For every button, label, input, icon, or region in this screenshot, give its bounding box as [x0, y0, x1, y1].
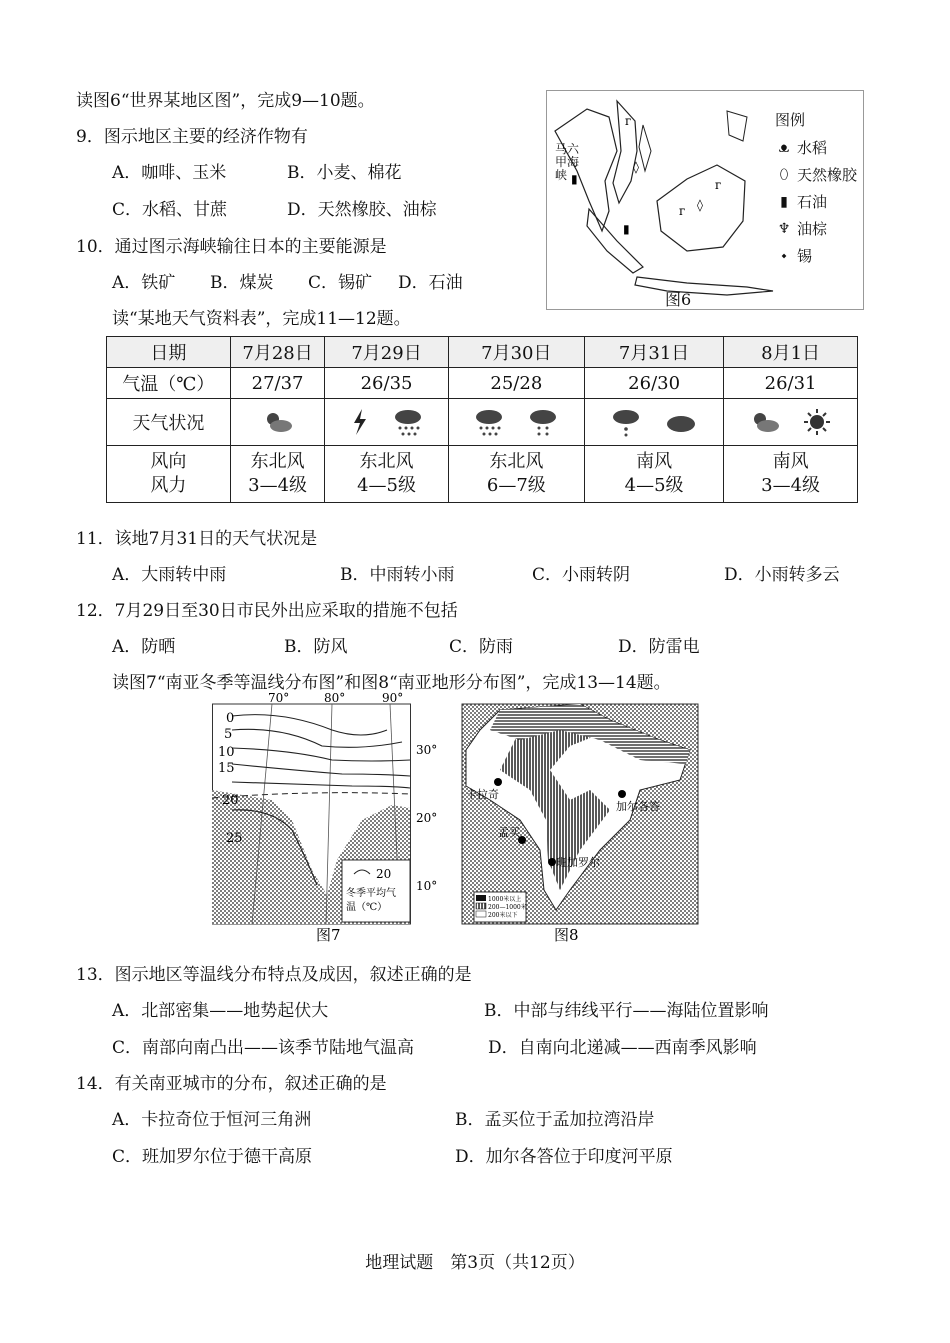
intro-weather: 读“某地天气资料表”，完成11—12题。	[112, 309, 411, 329]
figure-8-caption: 图8	[554, 926, 579, 944]
figure-8-terrain-map	[460, 690, 710, 944]
temp-cell: 27/37	[230, 368, 325, 399]
city-marker	[548, 858, 556, 866]
city-marker	[494, 778, 502, 786]
q9-option-b: B．小麦、棉花	[287, 163, 402, 183]
lon-label: 80°	[324, 691, 346, 705]
q14-option-d: D．加尔各答位于印度河平原	[455, 1147, 673, 1167]
iso-label: 10	[218, 745, 235, 760]
q14-option-a: A．卡拉奇位于恒河三角洲	[112, 1110, 312, 1130]
oil-icon: ▮	[780, 193, 788, 210]
iso-label: 20	[222, 793, 239, 808]
rice-icon: ᴥ	[778, 139, 790, 156]
row-header-temp: 气温（℃）	[107, 368, 231, 399]
iso-label: 25	[226, 831, 243, 846]
iso-label: 15	[218, 761, 235, 776]
q11-option-c: C．小雨转阴	[532, 565, 631, 585]
wind-cell: 东北风 4—5级	[325, 446, 448, 503]
weather-cell	[585, 399, 724, 446]
q9-option-c: C．水稻、甘蔗	[112, 200, 228, 220]
svg-text:◊: ◊	[633, 160, 639, 174]
q9-stem: 9．图示地区主要的经济作物有	[76, 127, 308, 147]
wind-cell: 南风 4—5级	[585, 446, 724, 503]
q13-option-c: C．南部向南凸出——该季节陆地气温高	[112, 1038, 415, 1058]
city-label: 卡拉奇	[466, 788, 499, 801]
temp-cell: 25/28	[448, 368, 584, 399]
svg-text:ᴦ: ᴦ	[715, 178, 722, 192]
iso-label: 0	[226, 711, 235, 726]
legend-line-1: 冬季平均气	[346, 888, 396, 899]
tin-icon: ⬩	[781, 247, 787, 264]
q10-option-b: B．煤炭	[210, 273, 274, 293]
svg-text:ᴦ: ᴦ	[679, 204, 686, 218]
q10-option-a: A．铁矿	[112, 273, 176, 293]
heavy-rain-icon	[393, 407, 423, 437]
light-rain-icon	[611, 407, 641, 437]
temp-cell: 26/30	[585, 368, 724, 399]
weather-cell	[724, 399, 858, 446]
date-cell: 7月29日	[325, 337, 448, 368]
date-cell: 7月28日	[230, 337, 325, 368]
moderate-rain-icon	[528, 407, 558, 437]
figure-6-caption: 图6	[665, 290, 692, 309]
legend-line-2: 温（℃）	[346, 902, 388, 913]
table-row-date	[107, 337, 858, 368]
thunder-icon	[350, 407, 370, 437]
q12-option-c: C．防雨	[449, 637, 514, 657]
svg-text:▮: ▮	[571, 172, 578, 186]
date-cell: 7月30日	[448, 337, 584, 368]
q11-stem: 11．该地7月31日的天气状况是	[76, 529, 318, 549]
palm-icon: ♆	[777, 220, 791, 237]
partly-cloudy-icon	[750, 410, 780, 434]
q11-option-b: B．中雨转小雨	[340, 565, 455, 585]
q10-stem: 10．通过图示海峡输往日本的主要能源是	[76, 237, 387, 257]
legend-item-rice: ᴥ 水稻	[775, 137, 827, 158]
rubber-icon: ⬯	[779, 166, 789, 183]
q13-option-a: A．北部密集——地势起伏大	[112, 1001, 329, 1021]
weather-cell	[325, 399, 448, 446]
strait-label: 马六甲海峡	[555, 142, 580, 182]
legend-label: 200米以下	[488, 912, 518, 919]
row-header-wind: 风向 风力	[107, 446, 231, 503]
legend-item-rubber: ⬯ 天然橡胶	[775, 164, 857, 185]
lon-label: 90°	[382, 691, 404, 705]
q10-option-d: D．石油	[398, 273, 463, 293]
svg-text:▮: ▮	[623, 222, 630, 236]
legend-label: 200—1000米	[488, 904, 527, 911]
q13-stem: 13．图示地区等温线分布特点及成因，叙述正确的是	[76, 965, 472, 985]
figure-7-isotherm-map	[212, 690, 442, 944]
sunny-icon	[803, 408, 831, 436]
wind-cell: 东北风 3—4级	[230, 446, 325, 503]
page-footer: 地理试题 第3页（共12页）	[365, 1253, 585, 1273]
q13-option-b: B．中部与纬线平行——海陆位置影响	[484, 1001, 769, 1021]
wind-cell: 东北风 6—7级	[448, 446, 584, 503]
q12-option-b: B．防风	[284, 637, 348, 657]
q14-option-b: B．孟买位于孟加拉湾沿岸	[455, 1110, 655, 1130]
legend-item-palm: ♆ 油棕	[775, 218, 827, 239]
row-header-weather: 天气状况	[107, 399, 231, 446]
q14-option-c: C．班加罗尔位于德干高原	[112, 1147, 313, 1167]
svg-text:ᴦ: ᴦ	[625, 114, 632, 128]
q9-option-a: A．咖啡、玉米	[112, 163, 227, 183]
legend-item-oil: ▮ 石油	[775, 191, 827, 212]
q12-option-a: A．防晒	[112, 637, 176, 657]
q12-stem: 12．7月29日至30日市民外出应采取的措施不包括	[76, 601, 458, 621]
overcast-icon	[665, 410, 697, 434]
lat-label: 30°	[416, 743, 438, 757]
q12-option-d: D．防雷电	[618, 637, 700, 657]
city-label: 加尔各答	[616, 800, 660, 813]
wind-cell: 南风 3—4级	[724, 446, 858, 503]
iso-label: 5	[224, 727, 233, 742]
partly-cloudy-icon	[263, 410, 293, 434]
lon-label: 70°	[268, 691, 290, 705]
weather-cell	[448, 399, 584, 446]
lat-label: 20°	[416, 811, 438, 825]
q11-option-a: A．大雨转中雨	[112, 565, 227, 585]
q10-option-c: C．锡矿	[308, 273, 373, 293]
legend-label: 1000米以上	[488, 896, 522, 903]
city-marker	[618, 790, 626, 798]
q13-option-d: D．自南向北递减——西南季风影响	[488, 1038, 757, 1058]
legend-title: 图例	[775, 111, 806, 129]
weather-table	[106, 336, 858, 503]
intro-fig6: 读图6“世界某地区图”，完成9—10题。	[76, 91, 375, 111]
q9-option-d: D．天然橡胶、油棕	[287, 200, 437, 220]
heavy-rain-icon	[474, 407, 504, 437]
intro-fig7-8: 读图7“南亚冬季等温线分布图”和图8“南亚地形分布图”，完成13—14题。	[112, 673, 671, 693]
table-row-weather	[107, 399, 858, 446]
figure-6-map	[546, 90, 864, 310]
city-label: 班加罗尔	[556, 856, 600, 869]
legend-value: 20	[376, 867, 392, 881]
lat-label: 10°	[416, 879, 438, 893]
table-row-temp	[107, 368, 858, 399]
city-label: 孟买	[498, 826, 520, 839]
temp-cell: 26/35	[325, 368, 448, 399]
legend-item-tin: ⬩ 锡	[775, 245, 812, 266]
date-cell: 8月1日	[724, 337, 858, 368]
svg-text:◊: ◊	[697, 198, 703, 212]
row-header-date: 日期	[107, 337, 231, 368]
temp-cell: 26/31	[724, 368, 858, 399]
figure-7-caption: 图7	[316, 926, 341, 944]
figures-7-8	[212, 690, 702, 944]
weather-cell	[230, 399, 325, 446]
date-cell: 7月31日	[585, 337, 724, 368]
q14-stem: 14．有关南亚城市的分布，叙述正确的是	[76, 1074, 387, 1094]
q11-option-d: D．小雨转多云	[724, 565, 840, 585]
table-row-wind	[107, 446, 858, 503]
